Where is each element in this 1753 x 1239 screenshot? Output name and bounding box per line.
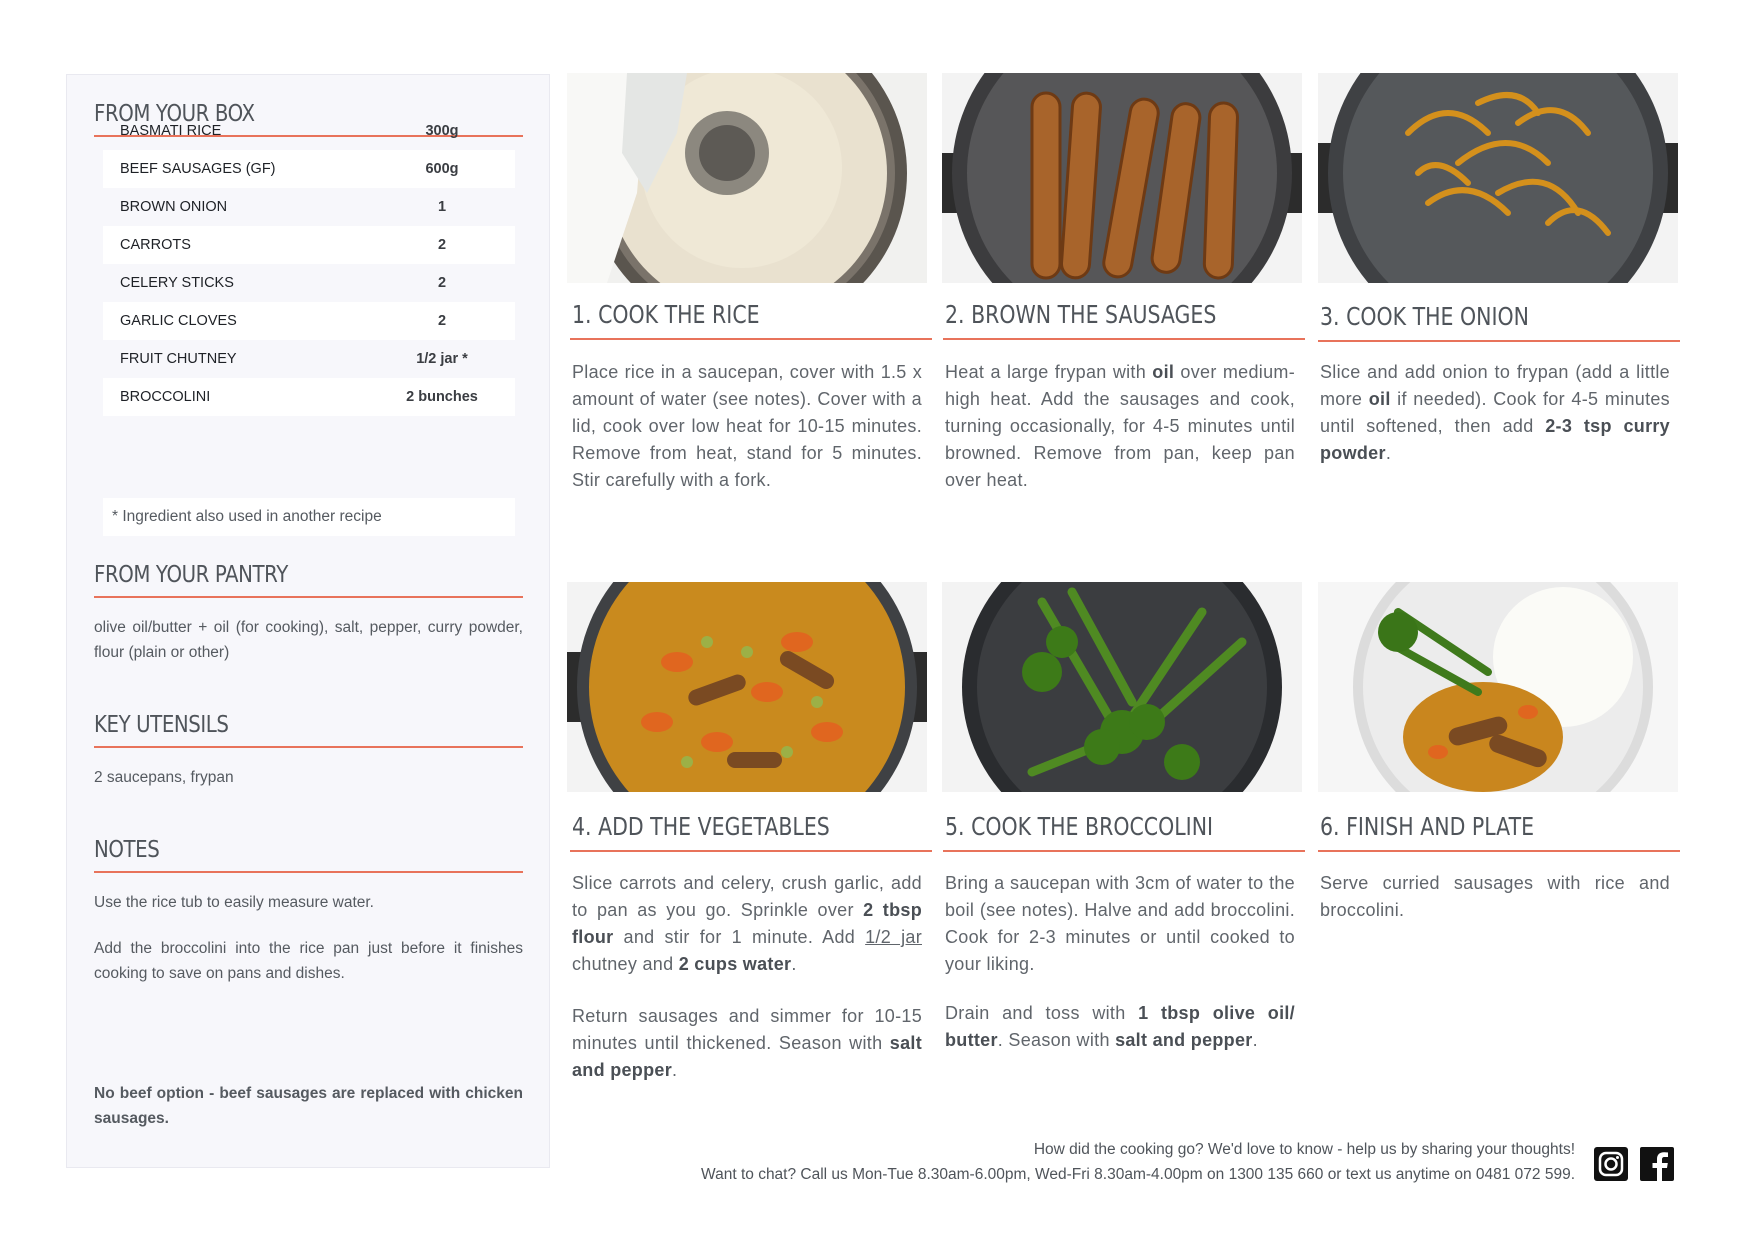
step-4-image [567,582,927,792]
ingredient-name: BROCCOLINI [120,389,211,405]
plated-dish-photo [1318,582,1678,792]
ingredient-qty: 2 [437,237,447,253]
step-2-title: 2. BROWN THE SAUSAGES [945,300,1217,329]
from-your-box-title: FROM YOUR BOX [94,101,255,127]
step-2-text: Heat a large frypan with oil over medium-high heat. Add the sausages and cook, turning occasionally, for 4-5 minutes until browned. Remove from pan, keep pan over heat. [945,362,1295,490]
ingredient-row [103,378,515,416]
step-divider [1318,850,1680,852]
from-your-pantry-title: FROM YOUR PANTRY [94,562,288,588]
ingredient-name: CELERY STICKS [120,275,234,291]
ingredient-qty: 1 [437,199,447,215]
ingredient-name: BASMATI RICE [120,123,222,139]
ingredient-qty: 300g [425,123,459,139]
ingredient-row [103,112,515,150]
step-1-image [567,73,927,283]
ingredient-name: BROWN ONION [120,199,228,215]
ingredients-table [103,112,515,416]
ingredients-sidebar [66,74,550,1168]
ingredient-qty: 2 bunches [406,389,478,405]
key-utensils-title: KEY UTENSILS [94,712,229,738]
step-4-text-2: Return sausages and simmer for 10-15 minutes until thickened. Season with salt and pepper. [572,1006,922,1080]
ingredient-name: BEEF SAUSAGES (GF) [120,161,276,177]
step-6-text: Serve curried sausages with rice and broccolini. [1320,873,1670,920]
ingredient-name: FRUIT CHUTNEY [120,351,237,367]
step-5-title: 5. COOK THE BROCCOLINI [945,812,1214,841]
ingredient-row [103,226,515,264]
ingredient-row [103,264,515,302]
step-3-title: 3. COOK THE ONION [1320,302,1530,331]
step-divider [1318,340,1680,342]
step-2-image [942,73,1302,283]
step-divider [570,850,932,852]
notes-title: NOTES [94,837,160,863]
step-3-text: Slice and add onion to frypan (add a little more oil if needed). Cook for 4-5 minutes until softened, then add 2-3 tsp curry powder. [1320,362,1670,463]
instagram-icon[interactable] [1593,1146,1629,1182]
sausages-in-frypan-photo [942,73,1302,283]
step-divider [943,338,1305,340]
note-text: Add the broccolini into the rice pan just before it finishes cooking to save on pans and dishes. [94,940,523,982]
facebook-icon[interactable] [1639,1146,1675,1182]
ingredient-row [103,150,515,188]
step-6-title: 6. FINISH AND PLATE [1320,812,1535,841]
vegetable-curry-photo [567,582,927,792]
ingredient-row [103,302,515,340]
broccolini-in-pan-photo [942,582,1302,792]
step-3-image [1318,73,1678,283]
ingredient-qty: 2 [437,313,447,329]
ingredient-row [103,340,515,378]
pantry-text: olive oil/butter + oil (for cooking), salt, pepper, curry powder, flour (plain or other) [94,619,523,661]
step-divider [943,850,1305,852]
utensils-text: 2 saucepans, frypan [94,769,234,786]
section-divider [94,871,523,873]
rice-in-saucepan-photo [567,73,927,283]
contact-text: Want to chat? Call us Mon-Tue 8.30am-6.00pm, Wed-Fri 8.30am-4.00pm on 1300 135 660 or text us anytime on 0481 072 599. [701,1166,1575,1183]
ingredient-footnote: * Ingredient also used in another recipe [103,498,515,536]
step-6-image [1318,582,1678,792]
step-4-title: 4. ADD THE VEGETABLES [572,812,830,841]
ingredient-name: GARLIC CLOVES [120,313,237,329]
feedback-text: How did the cooking go? We'd love to know - help us by sharing your thoughts! [1033,1141,1575,1158]
ingredient-qty: 600g [425,161,459,177]
step-5-text-2: Drain and toss with 1 tbsp olive oil/ butter. Season with salt and pepper. [945,1003,1295,1050]
note-text: No beef option - beef sausages are replaced with chicken sausages. [94,1085,523,1127]
ingredient-row [103,188,515,226]
step-5-text: Bring a saucepan with 3cm of water to the boil (see notes). Halve and add broccolini. Cook for 2-3 minutes or until cooked to your liking. [945,873,1295,974]
ingredient-qty: 1/2 jar * [416,351,468,367]
section-divider [94,596,523,598]
onion-in-frypan-photo [1318,73,1678,283]
ingredient-name: CARROTS [120,237,191,253]
step-1-title: 1. COOK THE RICE [572,300,760,329]
step-divider [570,338,932,340]
ingredient-qty: 2 [437,275,447,291]
note-text: Use the rice tub to easily measure water. [94,894,374,911]
step-1-text: Place rice in a saucepan, cover with 1.5 x amount of water (see notes). Cover with a lid, cook over low heat for 10-15 minutes. Remove from heat, stand for 5 minutes. Stir carefully with a fork. [572,362,922,490]
section-divider [94,746,523,748]
step-4-text: Slice carrots and celery, crush garlic, add to pan as you go. Sprinkle over 2 tbsp flour and stir for 1 minute. Add 1/2 jar chutney and 2 cups water. [572,873,922,974]
step-5-image [942,582,1302,792]
